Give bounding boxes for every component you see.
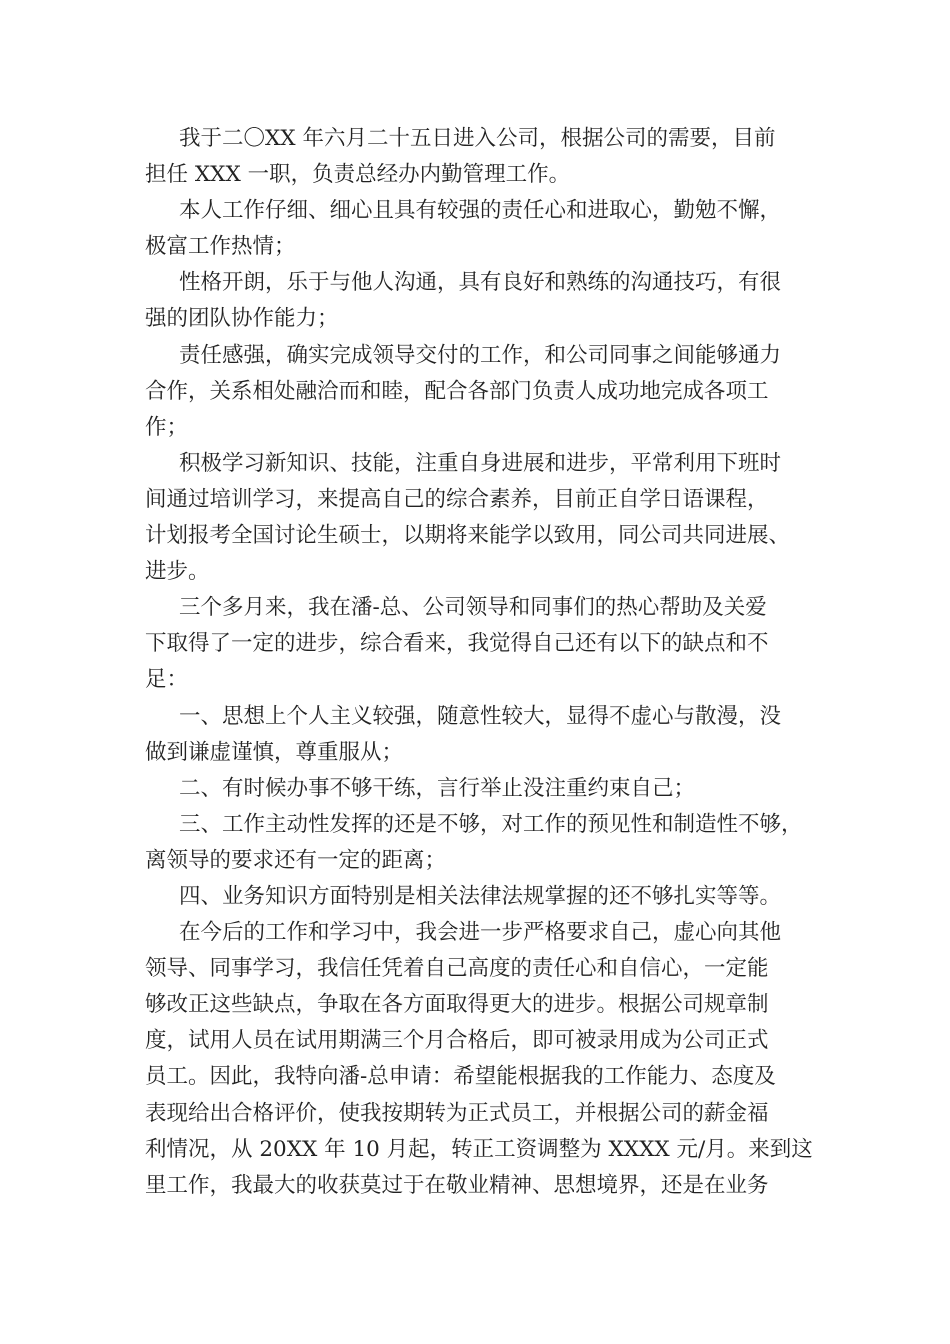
paragraph-line: 间通过培训学习，来提高自己的综合素养，目前正自学日语课程， [145, 486, 769, 512]
paragraph-line: 我于二〇XX 年六月二十五日进入公司，根据公司的需要，目前 [179, 126, 776, 151]
paragraph [145, 807, 810, 879]
paragraph [145, 879, 810, 915]
paragraph-line: 足： [145, 667, 189, 693]
paragraph-line: 性格开朗，乐于与他人沟通，具有良好和熟练的沟通技巧，有很 [179, 270, 782, 296]
paragraph-line: 三个多月来，我在潘-总、公司领导和同事们的热心帮助及关爱 [179, 595, 767, 621]
paragraph [145, 590, 810, 698]
paragraph-line: 三、工作主动性发挥的还是不够，对工作的预见性和制造性不够， [179, 811, 803, 837]
paragraph-line: 一、思想上个人主义较强，随意性较大，显得不虚心与散漫，没 [179, 703, 782, 729]
paragraph-line: 作； [145, 414, 189, 440]
paragraph-line: 进步。 [145, 559, 210, 585]
paragraph-line: 员工。因此，我特向潘-总申请：希望能根据我的工作能力、态度及 [145, 1064, 776, 1090]
paragraph-line: 强的团队协作能力； [145, 306, 339, 332]
paragraph [145, 771, 810, 807]
paragraph-line: 表现给出合格评价，使我按期转为正式员工，并根据公司的薪金福 [145, 1100, 769, 1126]
paragraph [145, 265, 810, 337]
paragraph-line: 极富工作热情； [145, 234, 296, 260]
paragraph-line: 里工作，我最大的收获莫过于在敬业精神、思想境界，还是在业务 [145, 1172, 769, 1198]
paragraph [145, 193, 810, 265]
paragraph-line: 利情况，从 20XX 年 10 月起，转正工资调整为 XXXX 元/月。来到这 [145, 1136, 813, 1162]
paragraph-line: 度，试用人员在试用期满三个月合格后，即可被录用成为公司正式 [145, 1028, 769, 1054]
document-body [145, 121, 813, 1204]
paragraph [145, 915, 813, 1204]
paragraph-line: 够改正这些缺点，争取在各方面取得更大的进步。根据公司规章制 [145, 992, 769, 1018]
paragraph [145, 446, 810, 590]
paragraph-line: 计划报考全国讨论生硕士，以期将来能学以致用，同公司共同进展、 [145, 523, 791, 549]
paragraph-line: 责任感强，确实完成领导交付的工作，和公司同事之间能够通力 [179, 342, 782, 368]
paragraph [145, 338, 810, 446]
paragraph-line: 四、业务知识方面特别是相关法律法规掌握的还不够扎实等等。 [179, 883, 782, 909]
paragraph-line: 积极学习新知识、技能，注重自身进展和进步，平常利用下班时 [179, 450, 782, 476]
paragraph-line: 做到谦虚谨慎，尊重服从； [145, 739, 404, 765]
paragraph [145, 121, 810, 193]
paragraph-line: 离领导的要求还有一定的距离； [145, 847, 447, 873]
paragraph [145, 699, 810, 771]
paragraph-line: 在今后的工作和学习中，我会进一步严格要求自己，虚心向其他 [179, 920, 782, 946]
paragraph-line: 担任 XXX 一职，负责总经办内勤管理工作。 [145, 162, 571, 188]
paragraph-line: 下取得了一定的进步，综合看来，我觉得自己还有以下的缺点和不 [145, 631, 769, 657]
paragraph-line: 本人工作仔细、细心且具有较强的责任心和进取心，勤勉不懈， [179, 198, 782, 224]
paragraph-line: 合作，关系相处融洽而和睦，配合各部门负责人成功地完成各项工 [145, 378, 769, 404]
paragraph-line: 领导、同事学习，我信任凭着自己高度的责任心和自信心，一定能 [145, 956, 769, 982]
paragraph-line: 二、有时候办事不够干练，言行举止没注重约束自己； [179, 775, 696, 801]
